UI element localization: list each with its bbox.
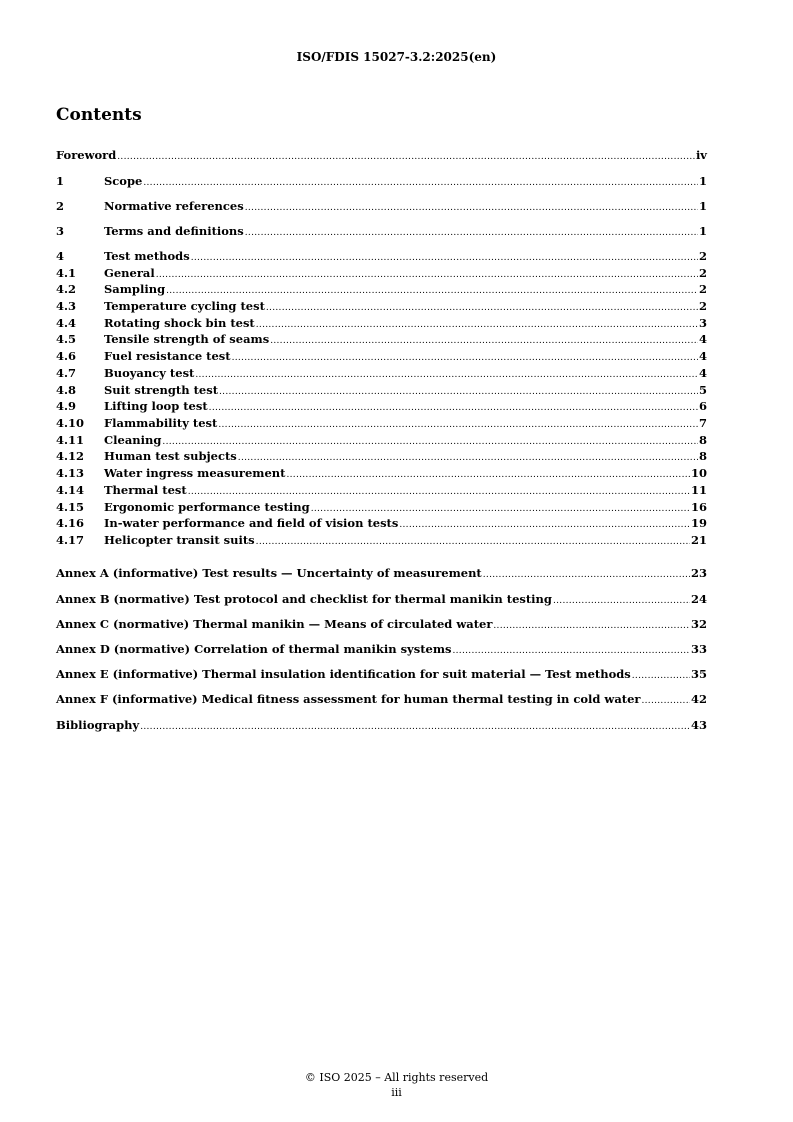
toc-entry-annex-a[interactable] xyxy=(56,566,707,582)
toc-leader-dots xyxy=(452,646,690,660)
toc-entry-4-5[interactable] xyxy=(56,332,707,348)
toc-entry-4-7[interactable] xyxy=(56,366,707,382)
toc-entry-4-1[interactable] xyxy=(56,266,707,282)
contents-heading: Contents xyxy=(56,105,142,125)
toc-entry-number: 4.7 xyxy=(56,366,77,380)
toc-entry-scope[interactable] xyxy=(56,174,707,190)
toc-entry-title: Annex B (normative) Test protocol and checklist for thermal manikin testing xyxy=(56,592,552,606)
toc-entry-page: 11 xyxy=(690,483,707,497)
toc-entry-title: Sampling xyxy=(104,282,166,296)
toc-entry-4-14[interactable] xyxy=(56,483,707,499)
toc-entry-title: Foreword xyxy=(56,148,117,162)
toc-entry-annex-f[interactable] xyxy=(56,692,707,708)
toc-entry-number: 4.5 xyxy=(56,332,77,346)
toc-entry-4-9[interactable] xyxy=(56,399,707,415)
toc-entry-test-methods[interactable] xyxy=(56,249,707,265)
toc-entry-4-11[interactable] xyxy=(56,433,707,449)
toc-entry-page: iv xyxy=(695,148,707,162)
toc-leader-dots xyxy=(209,403,698,417)
toc-entry-page: 5 xyxy=(698,383,707,397)
toc-entry-page: 4 xyxy=(698,366,707,380)
toc-entry-title: Flammability test xyxy=(104,416,218,430)
toc-leader-dots xyxy=(399,520,690,534)
toc-entry-number: 3 xyxy=(56,224,65,238)
toc-entry-page: 10 xyxy=(690,466,707,480)
toc-leader-dots xyxy=(218,420,698,434)
toc-entry-page: 43 xyxy=(690,718,707,732)
toc-entry-number: 4.17 xyxy=(56,533,85,547)
toc-entry-page: 8 xyxy=(698,449,707,463)
toc-entry-title: Tensile strength of seams xyxy=(104,332,270,346)
toc-entry-number: 4.1 xyxy=(56,266,77,280)
toc-entry-title: Bibliography xyxy=(56,718,140,732)
toc-entry-title: Test methods xyxy=(104,249,190,263)
toc-entry-title: Scope xyxy=(104,174,143,188)
toc-entry-page: 2 xyxy=(698,299,707,313)
toc-entry-page: 1 xyxy=(698,199,707,213)
toc-entry-normative-references[interactable] xyxy=(56,199,707,215)
toc-leader-dots xyxy=(191,253,698,267)
toc-leader-dots xyxy=(256,537,690,551)
toc-entry-4-16[interactable] xyxy=(56,516,707,532)
toc-leader-dots xyxy=(553,596,690,610)
toc-entry-annex-d[interactable] xyxy=(56,642,707,658)
toc-leader-dots xyxy=(143,178,698,192)
toc-entry-number: 4.2 xyxy=(56,282,77,296)
toc-entry-4-2[interactable] xyxy=(56,282,707,298)
toc-entry-page: 4 xyxy=(698,349,707,363)
toc-leader-dots xyxy=(493,621,690,635)
toc-entry-number: 4.8 xyxy=(56,383,77,397)
toc-entry-title: Normative references xyxy=(104,199,244,213)
toc-leader-dots xyxy=(117,152,695,166)
toc-leader-dots xyxy=(632,671,690,685)
toc-entry-number: 1 xyxy=(56,174,65,188)
toc-entry-title: Thermal test xyxy=(104,483,187,497)
toc-entry-page: 6 xyxy=(698,399,707,413)
toc-entry-page: 33 xyxy=(690,642,707,656)
toc-entry-number: 4.13 xyxy=(56,466,85,480)
toc-leader-dots xyxy=(245,228,698,242)
toc-leader-dots xyxy=(286,470,690,484)
toc-entry-title: Lifting loop test xyxy=(104,399,208,413)
toc-entry-number: 4.15 xyxy=(56,500,85,514)
document-id-header: ISO/FDIS 15027-3.2:2025(en) xyxy=(296,50,497,64)
toc-entry-terms-and-definitions[interactable] xyxy=(56,224,707,240)
toc-entry-number: 4.12 xyxy=(56,449,85,463)
toc-entry-4-4[interactable] xyxy=(56,316,707,332)
toc-entry-4-6[interactable] xyxy=(56,349,707,365)
toc-entry-4-17[interactable] xyxy=(56,533,707,549)
toc-entry-title: Annex E (informative) Thermal insulation identification for suit material — Test methods xyxy=(56,667,631,681)
toc-entry-number: 4.6 xyxy=(56,349,77,363)
toc-entry-title: Annex A (informative) Test results — Uncertainty of measurement xyxy=(56,566,482,580)
footer-copyright: © ISO 2025 – All rights reserved xyxy=(304,1071,489,1084)
toc-entry-title: Annex F (informative) Medical fitness assessment for human thermal testing in cold water xyxy=(56,692,641,706)
footer-page-number: iii xyxy=(391,1086,402,1099)
toc-entry-4-10[interactable] xyxy=(56,416,707,432)
toc-entry-title: Cleaning xyxy=(104,433,162,447)
toc-entry-title: Water ingress measurement xyxy=(104,466,286,480)
toc-entry-title: Temperature cycling test xyxy=(104,299,265,313)
toc-entry-4-12[interactable] xyxy=(56,449,707,465)
toc-leader-dots xyxy=(140,722,690,736)
toc-entry-page: 8 xyxy=(698,433,707,447)
toc-entry-4-13[interactable] xyxy=(56,466,707,482)
toc-leader-dots xyxy=(238,453,698,467)
toc-leader-dots xyxy=(270,336,698,350)
toc-entry-page: 23 xyxy=(690,566,707,580)
toc-entry-title: Human test subjects xyxy=(104,449,237,463)
toc-leader-dots xyxy=(245,203,698,217)
toc-entry-4-15[interactable] xyxy=(56,500,707,516)
toc-leader-dots xyxy=(483,570,690,584)
toc-entry-number: 4.4 xyxy=(56,316,77,330)
toc-leader-dots xyxy=(641,696,690,710)
toc-entry-4-8[interactable] xyxy=(56,383,707,399)
toc-entry-page: 7 xyxy=(698,416,707,430)
toc-entry-number: 4.3 xyxy=(56,299,77,313)
toc-entry-page: 16 xyxy=(690,500,707,514)
toc-entry-page: 42 xyxy=(690,692,707,706)
toc-entry-page: 2 xyxy=(698,249,707,263)
toc-entry-4-3[interactable] xyxy=(56,299,707,315)
toc-entry-title: Annex D (normative) Correlation of thermal manikin systems xyxy=(56,642,452,656)
toc-entry-page: 2 xyxy=(698,282,707,296)
toc-leader-dots xyxy=(188,487,690,501)
toc-entry-number: 4.11 xyxy=(56,433,85,447)
toc-entry-page: 3 xyxy=(698,316,707,330)
toc-entry-number: 4.9 xyxy=(56,399,77,413)
toc-entry-page: 1 xyxy=(698,174,707,188)
toc-entry-page: 4 xyxy=(698,332,707,346)
toc-entry-page: 24 xyxy=(690,592,707,606)
toc-entry-page: 32 xyxy=(690,617,707,631)
toc-leader-dots xyxy=(195,370,698,384)
toc-entry-page: 21 xyxy=(690,533,707,547)
toc-entry-title: Fuel resistance test xyxy=(104,349,231,363)
toc-entry-annex-b[interactable] xyxy=(56,592,707,608)
toc-entry-page: 19 xyxy=(690,516,707,530)
toc-entry-annex-c[interactable] xyxy=(56,617,707,633)
toc-entry-foreword[interactable] xyxy=(56,148,707,164)
toc-leader-dots xyxy=(232,353,698,367)
toc-entry-annex-e[interactable] xyxy=(56,667,707,683)
toc-entry-title: Rotating shock bin test xyxy=(104,316,255,330)
toc-entry-title: Annex C (normative) Thermal manikin — Means of circulated water xyxy=(56,617,493,631)
toc-entry-title: General xyxy=(104,266,155,280)
toc-entry-number: 4.16 xyxy=(56,516,85,530)
toc-leader-dots xyxy=(266,303,698,317)
toc-entry-page: 2 xyxy=(698,266,707,280)
toc-entry-title: Terms and definitions xyxy=(104,224,244,238)
toc-entry-page: 35 xyxy=(690,667,707,681)
toc-entry-title: In-water performance and field of vision tests xyxy=(104,516,399,530)
toc-entry-title: Buoyancy test xyxy=(104,366,195,380)
toc-entry-title: Ergonomic performance testing xyxy=(104,500,310,514)
toc-entry-bibliography[interactable] xyxy=(56,718,707,734)
toc-entry-number: 4 xyxy=(56,249,65,263)
toc-entry-number: 2 xyxy=(56,199,65,213)
toc-leader-dots xyxy=(166,286,698,300)
toc-entry-number: 4.14 xyxy=(56,483,85,497)
toc-entry-title: Helicopter transit suits xyxy=(104,533,255,547)
toc-entry-page: 1 xyxy=(698,224,707,238)
toc-entry-number: 4.10 xyxy=(56,416,85,430)
toc-entry-title: Suit strength test xyxy=(104,383,219,397)
